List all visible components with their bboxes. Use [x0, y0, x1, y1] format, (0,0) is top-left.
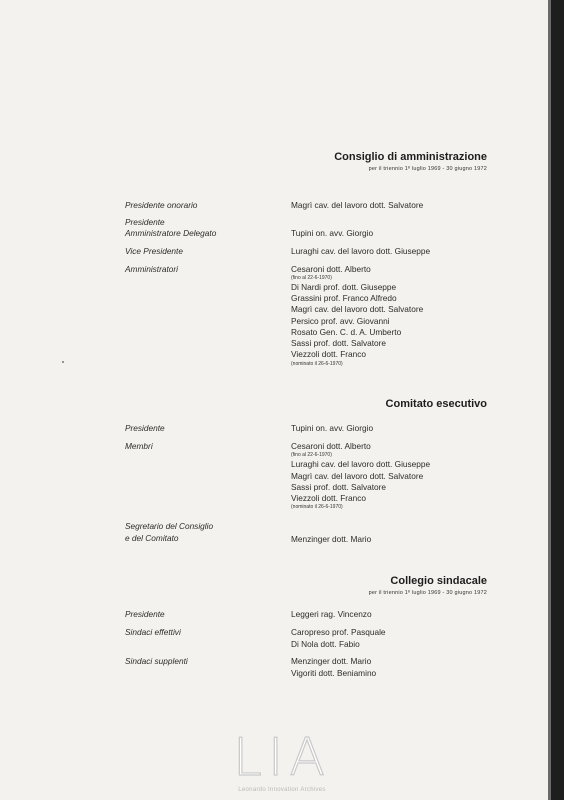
label-amministratori: Amministratori [125, 264, 179, 274]
label-vice-presidente: Vice Presidente [125, 246, 183, 256]
label-amministratore-delegato: Amministratore Delegato [125, 228, 217, 238]
value-segretario: Menzinger dott. Mario [291, 534, 372, 544]
section-title-consiglio: Consiglio di amministrazione [334, 151, 487, 163]
value-presidente-onorario: Magrì cav. del lavoro dott. Salvatore [291, 200, 424, 210]
amministratore-item: Sassi prof. dott. Salvatore [291, 338, 387, 348]
amministratore-item: Grassini prof. Franco Alfredo [291, 293, 397, 303]
value-vice-presidente: Luraghi cav. del lavoro dott. Giuseppe [291, 246, 431, 256]
watermark-caption: Leonardo Innovation Archives [238, 787, 326, 793]
section-subtitle-consiglio: per il triennio 1º luglio 1969 - 30 giugno 1972 [368, 166, 487, 172]
sindaco-supplente-item: Vigoriti dott. Beniamino [291, 668, 377, 678]
amministratore-item: Persico prof. avv. Giovanni [291, 316, 390, 326]
membro-note: (fino al 22-6-1970) [291, 452, 332, 458]
amministratore-item: Di Nardi prof. dott. Giuseppe [291, 282, 397, 292]
label-presidente: Presidente [125, 217, 165, 227]
section-subtitle-collegio: per il triennio 1º luglio 1969 - 30 giugno 1972 [368, 590, 487, 596]
amministratore-item: Cesaroni dott. Alberto [291, 264, 371, 274]
label-presidente-onorario: Presidente onorario [125, 200, 198, 210]
value-presidente-comitato: Tupini on. avv. Giorgio [291, 423, 374, 433]
value-amministratore-delegato: Tupini on. avv. Giorgio [291, 228, 374, 238]
amministratore-item: Magrì cav. del lavoro dott. Salvatore [291, 304, 424, 314]
amministratore-note: (fino al 22-6-1970) [291, 275, 332, 281]
sindaco-effettivo-item: Di Nola dott. Fabio [291, 639, 360, 649]
membro-item: Viezzoli dott. Franco [291, 493, 367, 503]
amministratore-note: (nominato il 26-6-1970) [291, 361, 343, 367]
membro-item: Magrì cav. del lavoro dott. Salvatore [291, 471, 424, 481]
membro-item: Luraghi cav. del lavoro dott. Giuseppe [291, 459, 431, 469]
section-title-comitato: Comitato esecutivo [385, 398, 487, 410]
sindaco-supplente-item: Menzinger dott. Mario [291, 656, 372, 666]
label-membri: Membri [125, 441, 153, 451]
sindaco-effettivo-item: Caropreso prof. Pasquale [291, 627, 386, 637]
value-presidente-collegio: Leggeri rag. Vincenzo [291, 609, 372, 619]
section-title-collegio: Collegio sindacale [390, 575, 487, 587]
membro-item: Cesaroni dott. Alberto [291, 441, 371, 451]
amministratore-item: Viezzoli dott. Franco [291, 349, 367, 359]
lia-watermark-logo: LIA [233, 728, 331, 788]
membro-note: (nominato il 26-6-1970) [291, 504, 343, 510]
membro-item: Sassi prof. dott. Salvatore [291, 482, 387, 492]
label-presidente-collegio: Presidente [125, 609, 165, 619]
page-edge-highlight [548, 0, 551, 800]
label-segretario: Segretario del Consiglio [125, 521, 214, 531]
label-segretario-cont: e del Comitato [125, 533, 179, 543]
label-presidente-comitato: Presidente [125, 423, 165, 433]
label-sindaci-supplenti: Sindaci supplenti [125, 656, 188, 666]
paper-speck [62, 361, 64, 363]
label-sindaci-effettivi: Sindaci effettivi [125, 627, 181, 637]
amministratore-item: Rosato Gen. C. d. A. Umberto [291, 327, 402, 337]
